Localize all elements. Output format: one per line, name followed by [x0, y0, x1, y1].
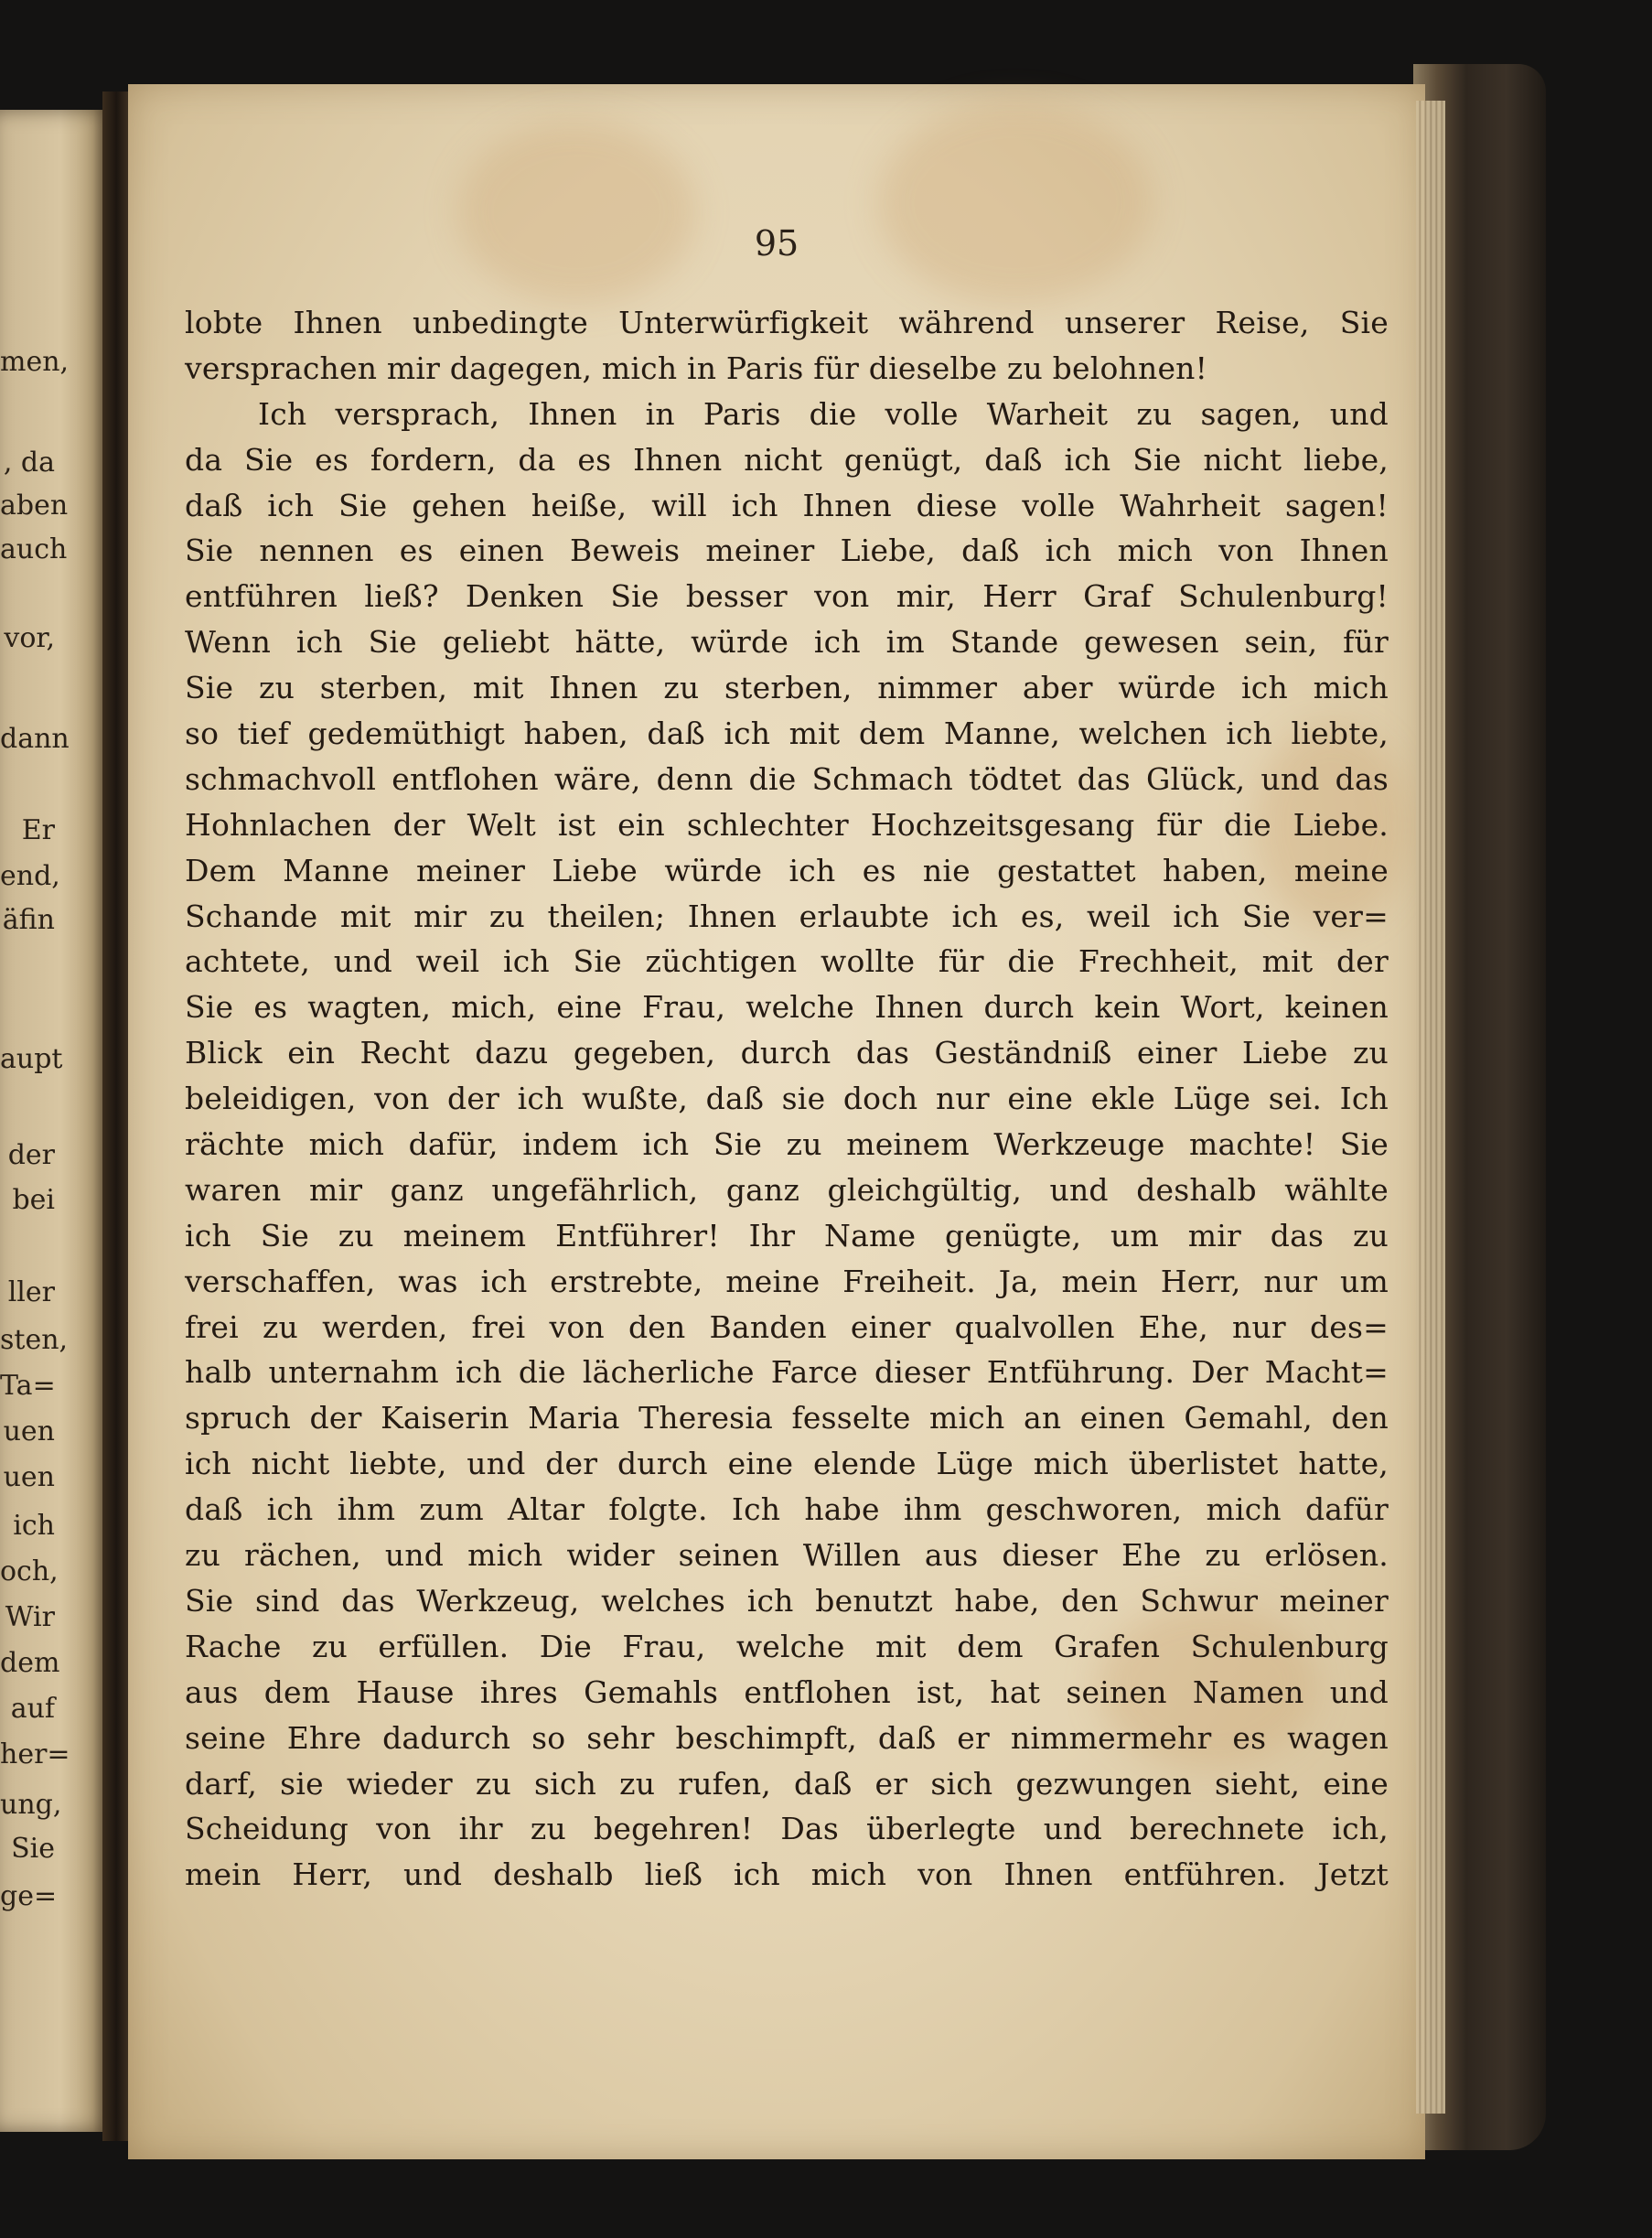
left-page-fragment: men,	[0, 346, 70, 378]
left-page-fragment: Wir	[5, 1601, 55, 1633]
left-page-fragment: der	[7, 1139, 55, 1171]
text-line: mein Herr, und deshalb ließ ich mich von Ihnen entführen. Jetzt	[185, 1856, 1389, 1893]
left-facing-page	[0, 110, 110, 2132]
left-page-fragment: Er	[21, 814, 55, 846]
paper-stain	[457, 121, 695, 304]
left-page-fragment: aben	[0, 490, 69, 522]
text-line: Ich versprach, Ihnen in Paris die volle Warheit zu sagen, und	[258, 395, 1389, 432]
text-line: zu rächen, und mich wider seinen Willen aus dieser Ehe zu erlösen.	[185, 1537, 1389, 1574]
text-line: da Sie es fordern, da es Ihnen nicht genügt, daß ich Sie nicht liebe,	[185, 441, 1389, 478]
left-page-fragment: uen	[3, 1415, 55, 1447]
left-page-fragment: äfin	[2, 904, 55, 936]
left-page-fragment: uen	[3, 1461, 55, 1493]
text-line: achtete, und weil ich Sie züchtigen wollte für die Frechheit, mit der	[185, 943, 1389, 980]
text-line: daß ich ihm zum Altar folgte. Ich habe ihm geschworen, mich dafür	[185, 1491, 1389, 1528]
text-line: Rache zu erfüllen. Die Frau, welche mit dem Grafen Schulenburg	[185, 1628, 1389, 1664]
left-page-fragment: bei	[12, 1184, 55, 1216]
text-line: daß ich Sie gehen heiße, will ich Ihnen diese volle Wahrheit sagen!	[185, 487, 1389, 523]
left-page-fragment: vor,	[4, 622, 55, 654]
left-page-fragment: ich	[13, 1510, 55, 1542]
left-page-fragment: auch	[0, 533, 68, 565]
text-line: Sie es wagten, mich, eine Frau, welche Ihnen durch kein Wort, keinen	[185, 989, 1389, 1026]
text-line: Blick ein Recht dazu gegeben, durch das Geständniß einer Liebe zu	[185, 1035, 1389, 1071]
left-page-fragment: dem	[0, 1647, 60, 1679]
text-line: schmachvoll entflohen wäre, denn die Schmach tödtet das Glück, und das	[185, 760, 1389, 797]
left-page-fragment: sten,	[0, 1324, 69, 1356]
left-page-fragment: och,	[0, 1555, 59, 1587]
text-line: verschaffen, was ich erstrebte, meine Freiheit. Ja, mein Herr, nur um	[185, 1263, 1389, 1299]
text-line: ich Sie zu meinem Entführer! Ihr Name genügte, um mir das zu	[185, 1217, 1389, 1253]
text-line: beleidigen, von der ich wußte, daß sie doch nur eine ekle Lüge sei. Ich	[185, 1081, 1389, 1117]
text-line: darf, sie wieder zu sich zu rufen, daß er sich gezwungen sieht, eine	[185, 1765, 1389, 1802]
text-line: versprachen mir dagegen, mich in Paris für dieselbe zu belohnen!	[185, 350, 1208, 386]
body-text	[185, 300, 1389, 1898]
text-line: waren mir ganz ungefährlich, ganz gleichgültig, und deshalb wählte	[185, 1171, 1389, 1208]
text-line: Sie sind das Werkzeug, welches ich benutzt habe, den Schwur meiner	[185, 1582, 1389, 1619]
left-page-fragment: ge=	[0, 1880, 58, 1912]
text-line: spruch der Kaiserin Maria Theresia fesselte mich an einen Gemahl, den	[185, 1400, 1389, 1436]
text-line: rächte mich dafür, indem ich Sie zu meinem Werkzeuge machte! Sie	[185, 1126, 1389, 1163]
left-page-fragment: dann	[0, 723, 70, 755]
left-page-fragment: ung,	[0, 1789, 62, 1821]
text-line: so tief gedemüthigt haben, daß ich mit dem Manne, welchen ich liebte,	[185, 716, 1389, 752]
text-line: seine Ehre dadurch so sehr beschimpft, daß er nimmermehr es wagen	[185, 1719, 1389, 1756]
text-line: ich nicht liebte, und der durch eine elende Lüge mich überlistet hatte,	[185, 1446, 1389, 1482]
left-page-fragment: , da	[3, 447, 55, 479]
left-page-fragment: Ta=	[0, 1370, 56, 1402]
left-page-fragment: aupt	[0, 1043, 63, 1075]
text-line: Sie nennen es einen Beweis meiner Liebe, daß ich mich von Ihnen	[185, 533, 1389, 569]
text-line: aus dem Hause ihres Gemahls entflohen ist, hat seinen Namen und	[185, 1673, 1389, 1710]
paper-stain	[878, 102, 1153, 304]
left-page-fragment: Sie	[11, 1833, 55, 1865]
text-line: frei zu werden, frei von den Banden einer qualvollen Ehe, nur des=	[185, 1308, 1389, 1345]
text-line: Schande mit mir zu theilen; Ihnen erlaubte ich es, weil ich Sie ver=	[185, 898, 1389, 934]
right-page	[128, 84, 1425, 2159]
text-line: entführen ließ? Denken Sie besser von mir, Herr Graf Schulenburg!	[185, 578, 1389, 615]
text-line: halb unternahm ich die lächerliche Farce dieser Entführung. Der Macht=	[185, 1354, 1389, 1391]
text-line: lobte Ihnen unbedingte Unterwürfigkeit während unserer Reise, Sie	[185, 305, 1389, 340]
page-stack-edge	[1416, 101, 1445, 2114]
left-page-fragment: her=	[0, 1738, 70, 1770]
left-page-fragment: auf	[10, 1693, 55, 1725]
text-line: Hohnlachen der Welt ist ein schlechter Hochzeitsgesang für die Liebe.	[185, 806, 1389, 843]
text-line: Scheidung von ihr zu begehren! Das überlegte und berechnete ich,	[185, 1811, 1389, 1847]
text-line: Sie zu sterben, mit Ihnen zu sterben, nimmer aber würde ich mich	[185, 670, 1389, 706]
page-number: 95	[754, 223, 799, 264]
text-line: Wenn ich Sie geliebt hätte, würde ich im Stande gewesen sein, für	[185, 624, 1389, 661]
left-page-fragment: end,	[0, 860, 60, 892]
text-line: Dem Manne meiner Liebe würde ich es nie gestattet haben, meine	[185, 852, 1389, 888]
left-page-fragment: ller	[7, 1276, 55, 1308]
